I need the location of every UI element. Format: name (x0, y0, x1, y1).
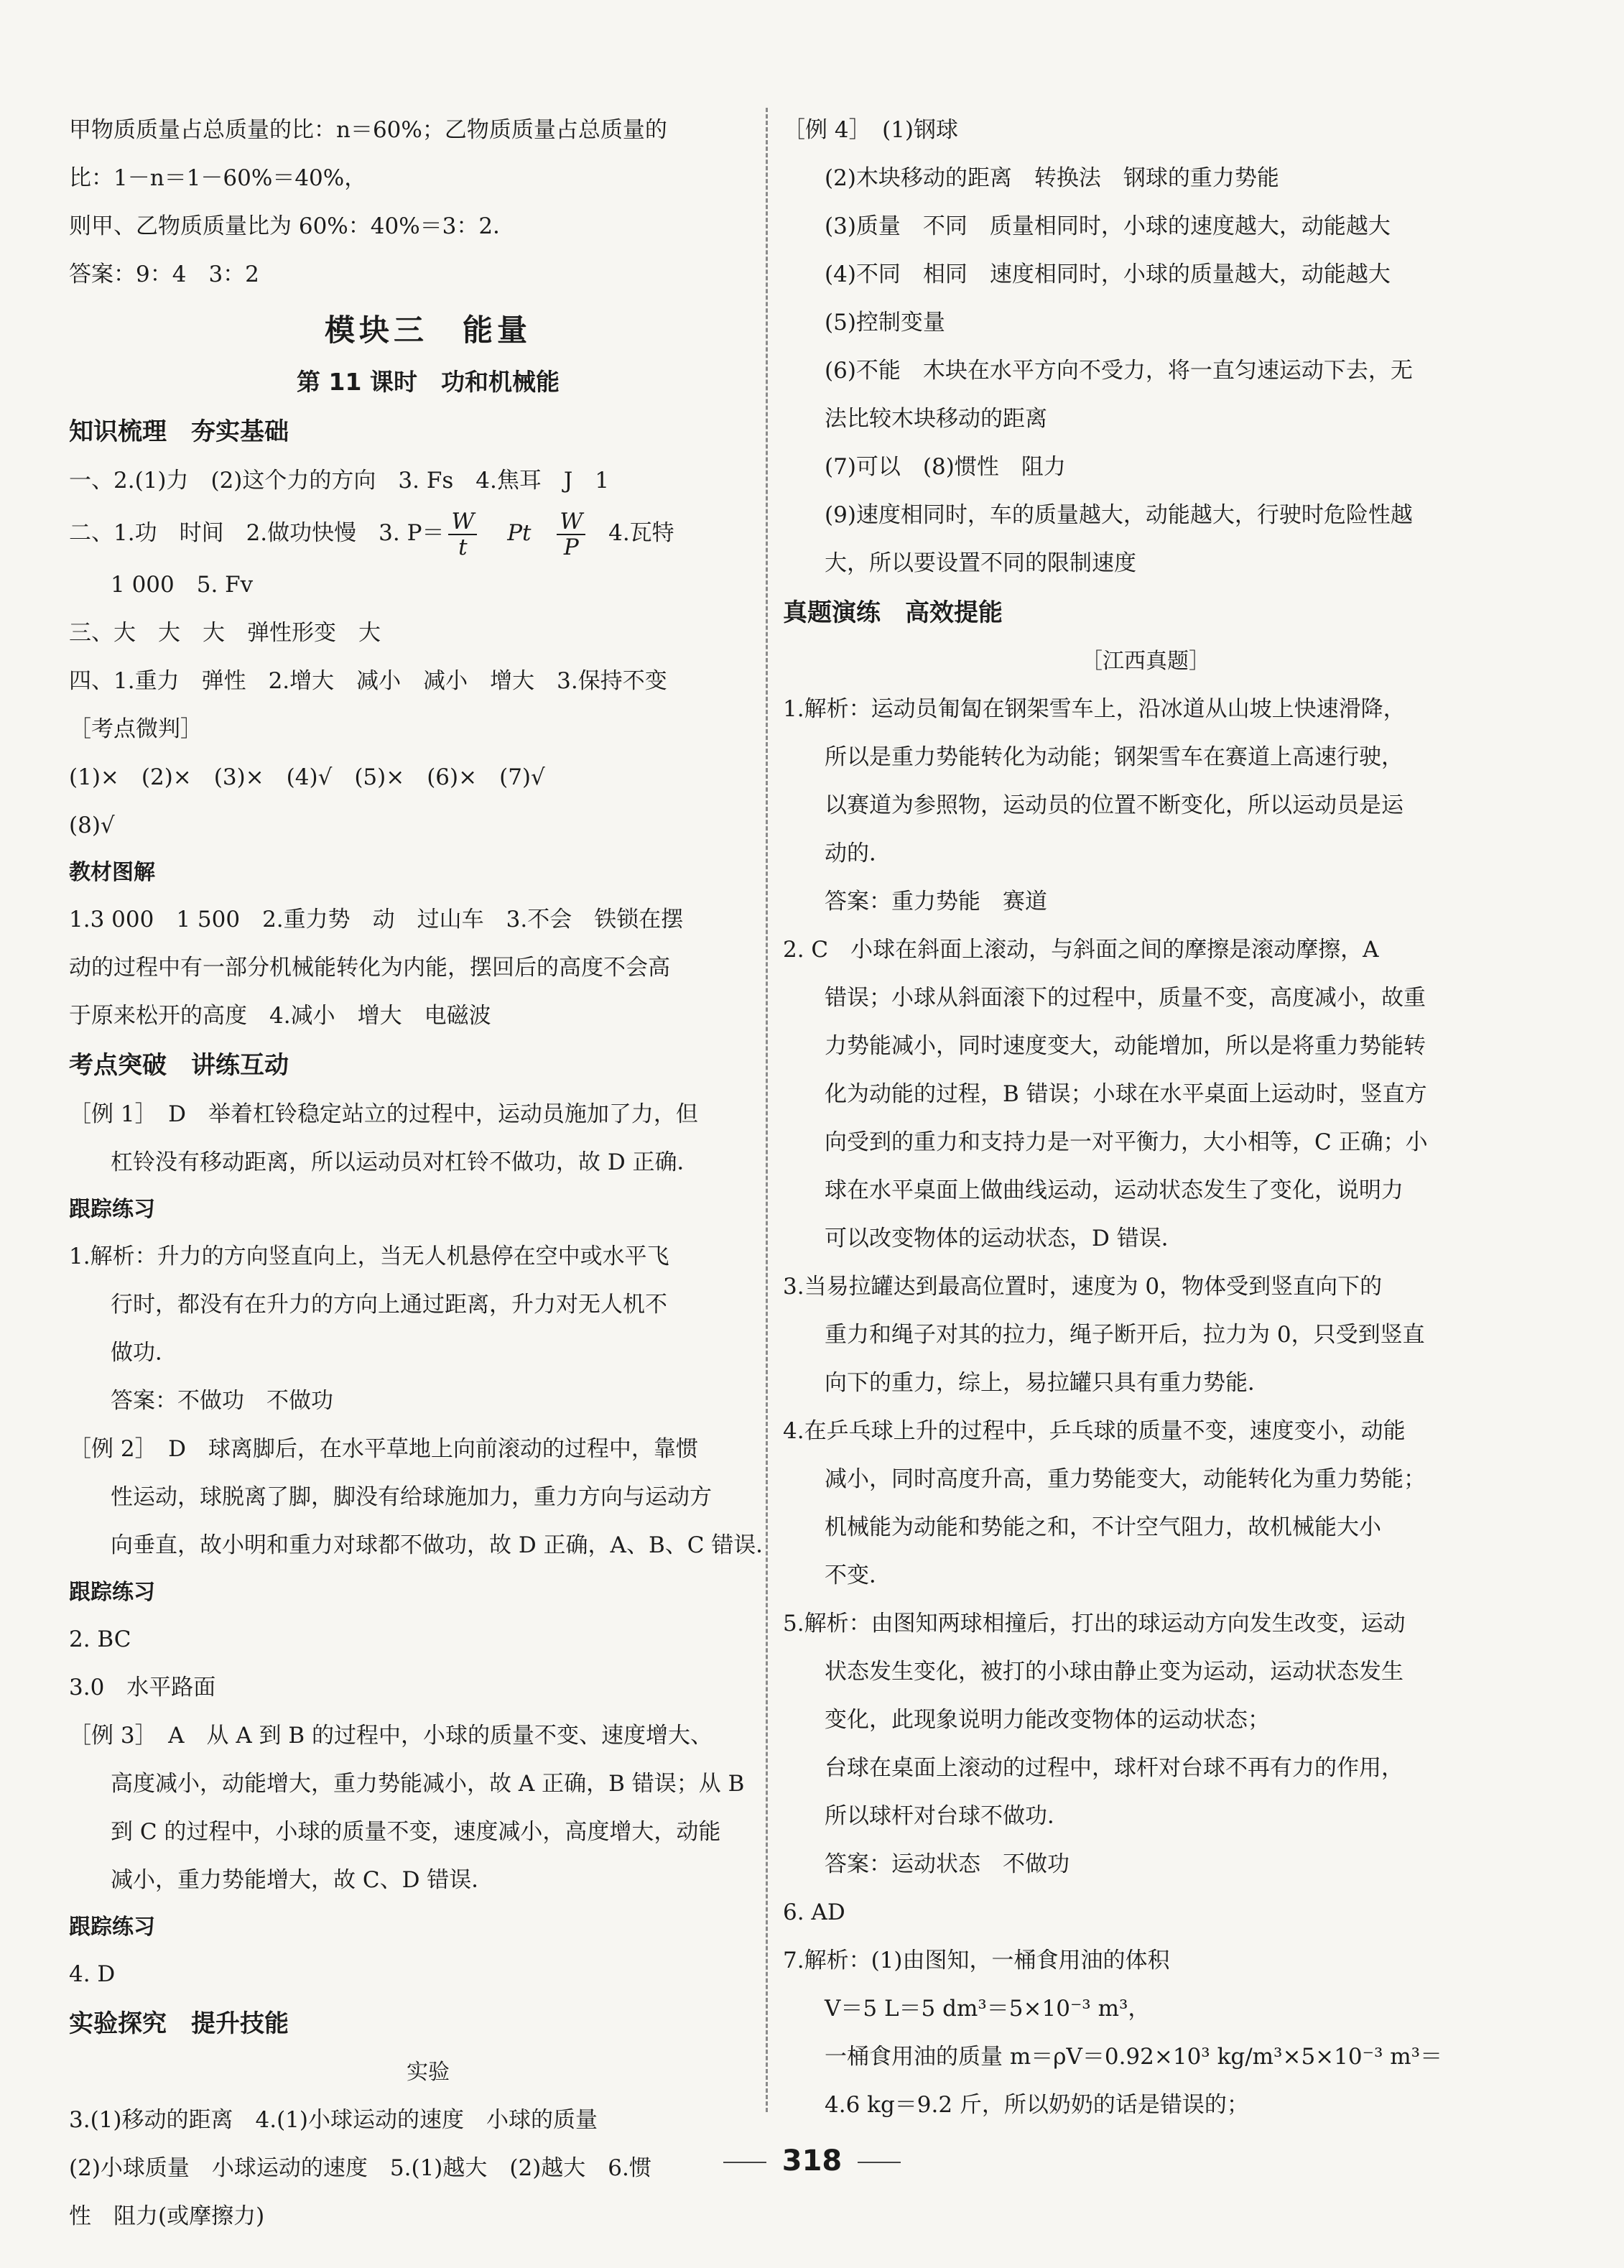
formula-line: V＝5 L＝5 dm³＝5×10⁻³ m³， (825, 1996, 1151, 2022)
text-line: (2)木块移动的距离 转换法 钢球的重力势能 (825, 165, 1279, 191)
text-line: ［例 4］ (1)钢球 (783, 117, 958, 143)
module-title: 模块三 能量 (324, 313, 532, 348)
text-line: 变化，此现象说明力能改变物体的运动状态； (825, 1707, 1270, 1733)
text-line: 于原来松开的高度 4.减小 增大 电磁波 (69, 1003, 491, 1029)
text-line: 杠铃没有移动距离，所以运动员对杠铃不做功，故 D 正确． (111, 1149, 700, 1175)
text-line: 以赛道为参照物，运动员的位置不断变化，所以运动员是运 (825, 792, 1403, 818)
right-column (783, 106, 1508, 2129)
text-line: 1.3 000 1 500 2.重力势 动 过山车 3.不会 铁锁在摆 (69, 907, 684, 932)
section-title: 知识梳理 夯实基础 (69, 417, 289, 446)
text-line: 减小，重力势能增大，故 C、D 错误． (111, 1867, 494, 1893)
answer-line: 答案：不做功 不做功 (111, 1388, 333, 1414)
text-line: 2. BC (69, 1626, 131, 1652)
subsection-title: 跟踪练习 (69, 1580, 155, 1605)
text-line: 不变． (825, 1563, 891, 1588)
page-number (0, 2144, 1624, 2177)
text-line: 性运动，球脱离了脚，脚没有给球施加力，重力方向与运动方 (111, 1484, 712, 1510)
text-line: 向垂直，故小明和重力对球都不做功，故 D 正确，A、B、C 错误． (111, 1532, 779, 1558)
page-number-text: 318 (781, 2144, 843, 2177)
subsection-title: 跟踪练习 (69, 1915, 155, 1940)
text-line: 向下的重力，综上，易拉罐只具有重力势能． (825, 1370, 1270, 1396)
section-title: 考点突破 讲练互动 (69, 1051, 289, 1080)
subsection-title: ［考点微判］ (69, 716, 203, 742)
text-line: 4. D (69, 1961, 116, 1987)
text-line: 动的过程中有一部分机械能转化为内能，摆回后的高度不会高 (69, 955, 670, 981)
text-segment: 二、1.功 时间 2.做功快慢 3. P＝ (69, 520, 445, 546)
answer-line: 答案：重力势能 赛道 (825, 889, 1047, 915)
text-line: 性 阻力(或摩擦力) (69, 2203, 265, 2229)
dash-left (723, 2162, 766, 2163)
text-line: 可以改变物体的运动状态，D 错误． (825, 1226, 1184, 1251)
text-line: 4.在乒乓球上升的过程中，乒乓球的质量不变，速度变小，动能 (783, 1418, 1406, 1444)
text-line: (2)小球质量 小球运动的速度 5.(1)越大 (2)越大 6.惯 (69, 2155, 651, 2181)
text-line: 大，所以要设置不同的限制速度 (825, 550, 1136, 576)
answer-line: 答案：9：4 3：2 (69, 261, 259, 287)
formula-line (69, 505, 787, 561)
fraction-w-over-p: $\frac{W}{P}$ (557, 509, 585, 560)
column-divider (766, 108, 768, 2112)
text-line: 所以是重力势能转化为动能；钢架雪车在赛道上高速行驶， (825, 744, 1403, 770)
text-line: 力势能减小，同时速度变大，动能增加，所以是将重力势能转 (825, 1033, 1426, 1059)
text-line: 6. AD (783, 1899, 845, 1925)
jiangxi-title: ［江西真题］ (1081, 649, 1210, 674)
text-line: 球在水平桌面上做曲线运动，运动状态发生了变化，说明力 (825, 1177, 1403, 1203)
text-line: 2. C 小球在斜面上滚动，与斜面之间的摩擦是滚动摩擦，A (783, 937, 1379, 963)
text-line: 向受到的重力和支持力是一对平衡力，大小相等，C 正确；小 (825, 1129, 1428, 1155)
text-line: 机械能为动能和势能之和，不计空气阻力，故机械能大小 (825, 1514, 1381, 1540)
text-line: (6)不能 木块在水平方向不受力，将一直匀速运动下去，无 (825, 358, 1413, 384)
text-line: 状态发生变化，被打的小球由静止变为运动，运动状态发生 (825, 1659, 1403, 1685)
text-line: 1.解析：升力的方向竖直向上，当无人机悬停在空中或水平飞 (69, 1244, 669, 1269)
formula-line: 4.6 kg＝9.2 斤，所以奶奶的话是错误的； (825, 2092, 1249, 2118)
lesson-title: 第 11 课时 功和机械能 (297, 368, 560, 396)
text-line: 台球在桌面上滚动的过程中，球杆对台球不再有力的作用， (825, 1755, 1403, 1781)
section-title: 实验探究 提升技能 (69, 2009, 289, 2038)
text-line: (9)速度相同时，车的质量越大，动能越大，行驶时危险性越 (825, 502, 1413, 528)
text-segment: Pt (507, 520, 532, 546)
answer-line: 答案：运动状态 不做功 (825, 1851, 1069, 1877)
text-segment: 4.瓦特 (608, 520, 674, 546)
text-line: 三、大 大 大 弹性形变 大 (69, 620, 381, 646)
text-line: 四、1.重力 弹性 2.增大 减小 减小 增大 3.保持不变 (69, 668, 667, 694)
text-line: ［例 2］ D 球离脚后，在水平草地上向前滚动的过程中，靠惯 (69, 1436, 698, 1462)
text-line: ［例 1］ D 举着杠铃稳定站立的过程中，运动员施加了力，但 (69, 1101, 698, 1127)
text-line: 3.当易拉罐达到最高位置时，速度为 0，物体受到竖直向下的 (783, 1274, 1383, 1300)
text-line: 行时，都没有在升力的方向上通过距离，升力对无人机不 (111, 1292, 667, 1318)
text-line: 7.解析：(1)由图知，一桶食用油的体积 (783, 1948, 1170, 1973)
subsection-title: 跟踪练习 (69, 1197, 155, 1222)
text-line: (3)质量 不同 质量相同时，小球的速度越大，动能越大 (825, 213, 1391, 239)
subsection-title: 教材图解 (69, 860, 155, 885)
text-line: 所以球杆对台球不做功． (825, 1803, 1069, 1829)
fraction-w-over-t: $\frac{W}{t}$ (448, 509, 477, 560)
text-line: (5)控制变量 (825, 310, 945, 335)
text-line: 1 000 5. Fv (111, 572, 254, 598)
text-line: (8)√ (69, 813, 115, 838)
text-line: 做功． (111, 1340, 177, 1366)
text-line: 则甲、乙物质质量比为 60%：40%＝3：2． (69, 213, 516, 239)
text-line: 1.解析：运动员匍匐在钢架雪车上，沿冰道从山坡上快速滑降， (783, 696, 1406, 722)
text-line: 化为动能的过程，B 错误；小球在水平桌面上运动时，竖直方 (825, 1081, 1427, 1107)
text-line: (4)不同 相同 速度相同时，小球的质量越大，动能越大 (825, 261, 1391, 287)
text-line: 法比较木块移动的距离 (825, 406, 1047, 432)
text-line: 重力和绳子对其的拉力，绳子断开后，拉力为 0，只受到竖直 (825, 1322, 1425, 1348)
formula-line: 一桶食用油的质量 m＝ρV＝0.92×10³ kg/m³×5×10⁻³ m³＝ (825, 2044, 1443, 2070)
text-line: 5.解析：由图知两球相撞后，打出的球运动方向发生改变，运动 (783, 1611, 1406, 1637)
left-column (69, 106, 787, 2241)
text-line: 动的． (825, 841, 891, 866)
text-line: (7)可以 (8)惯性 阻力 (825, 454, 1066, 480)
text-line: 比：1－n＝1－60%＝40%， (69, 165, 367, 191)
experiment-title: 实验 (407, 2060, 450, 2085)
text-line: 高度减小，动能增大，重力势能减小，故 A 正确，B 错误；从 B (111, 1771, 745, 1797)
text-line: 甲物质质量占总质量的比：n＝60%；乙物质质量占总质量的 (69, 117, 667, 143)
text-line: 到 C 的过程中，小球的质量不变，速度减小，高度增大，动能 (111, 1819, 721, 1845)
dash-right (858, 2162, 901, 2163)
section-title: 真题演练 高效提能 (783, 598, 1003, 627)
text-line: 错误；小球从斜面滚下的过程中，质量不变，高度减小，故重 (825, 985, 1426, 1011)
text-line: 3.0 水平路面 (69, 1675, 216, 1700)
text-line: ［例 3］ A 从 A 到 B 的过程中，小球的质量不变、速度增大、 (69, 1723, 713, 1749)
text-line: 减小，同时高度升高，重力势能变大，动能转化为重力势能； (825, 1466, 1426, 1492)
text-line: (1)× (2)× (3)× (4)√ (5)× (6)× (7)√ (69, 764, 545, 790)
text-line: 3.(1)移动的距离 4.(1)小球运动的速度 小球的质量 (69, 2107, 598, 2133)
text-line: 一、2.(1)力 (2)这个力的方向 3. Fs 4.焦耳 J 1 (69, 468, 609, 494)
